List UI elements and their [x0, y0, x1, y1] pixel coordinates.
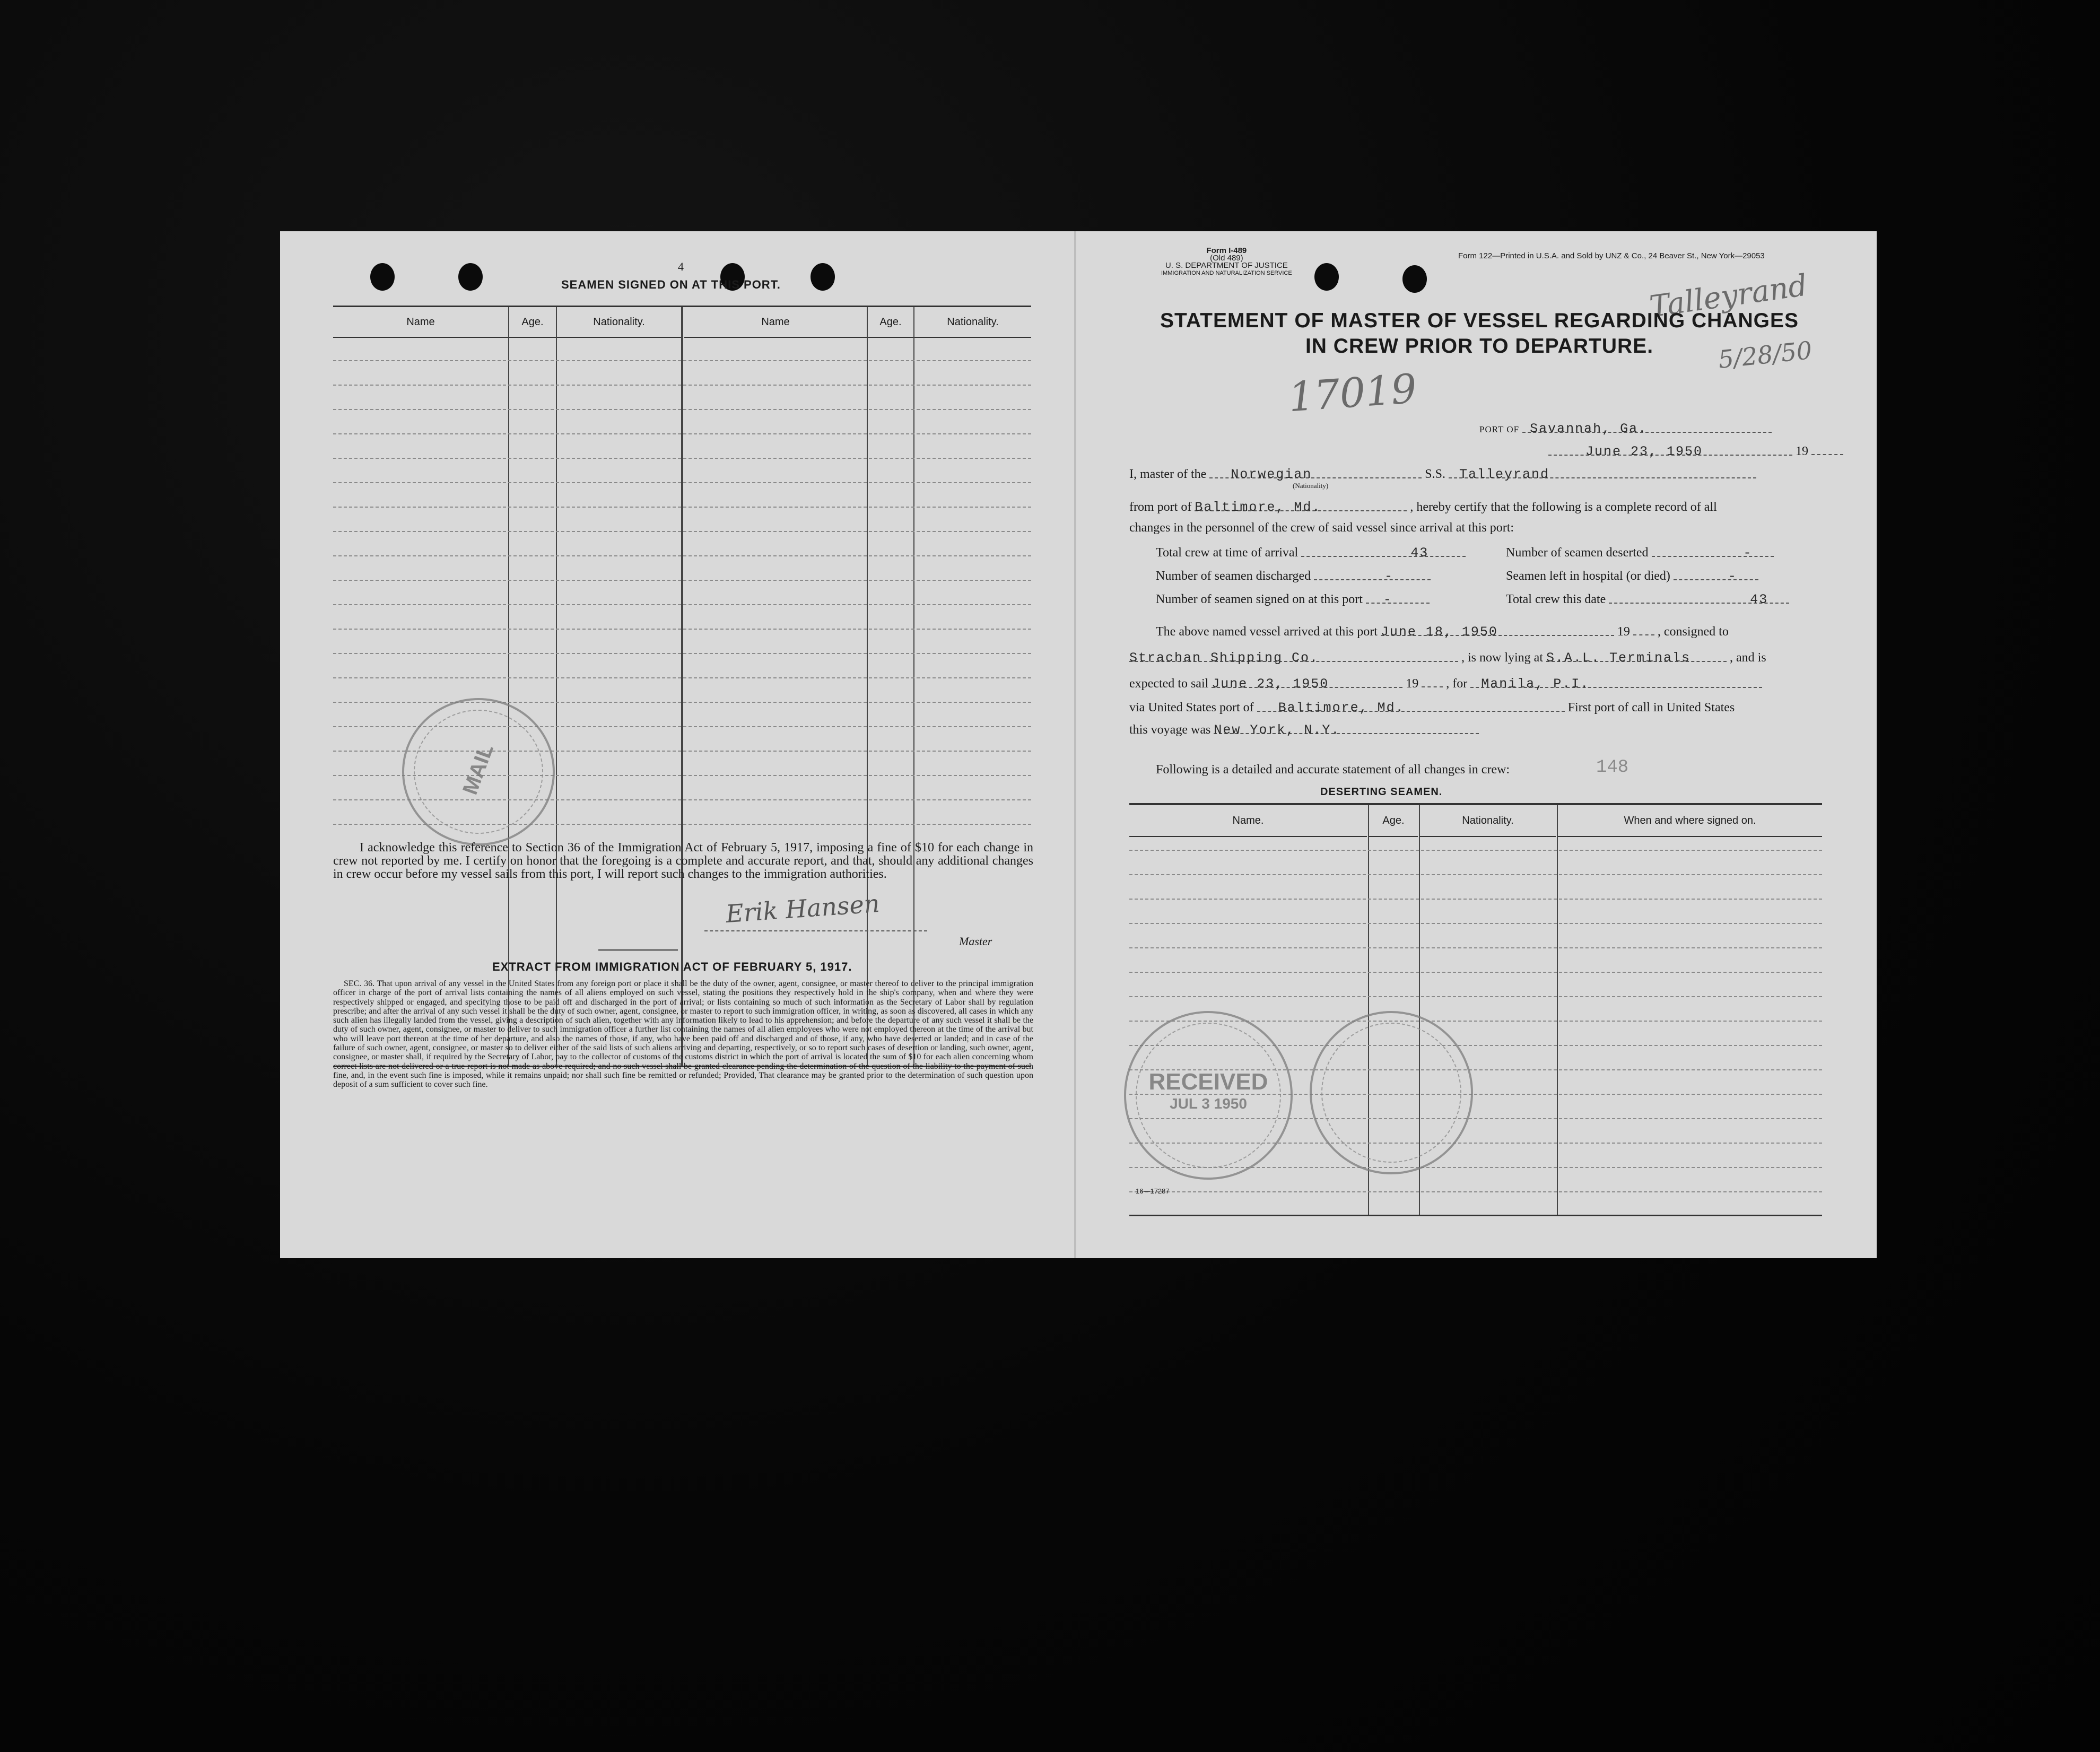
table-row	[333, 385, 1031, 386]
signed-on-row: Number of seamen signed on at this port -	[1156, 592, 1430, 607]
via-port-value: Baltimore, Md.	[1278, 700, 1405, 716]
port-value: Savannah, Ga.	[1530, 421, 1648, 437]
table-row	[333, 433, 1031, 434]
col-header-nationality: Nationality.	[1420, 805, 1556, 837]
right-page	[1076, 231, 1877, 1258]
col-header-age: Age.	[1369, 805, 1418, 837]
acknowledgment-text: I acknowledge this reference to Section 36 of the Immigration Act of February 5, 1917, imposing a fine of $10 for each change in crew not reported by me. I certify on honor that the foregoing is a complete and accurate report, and that, should any additional changes in crew occur before my vessel sails from this port, I will report such changes to the immigration authorities.	[333, 841, 1033, 881]
total-crew-arrival-row: Total crew at time of arrival 43	[1156, 545, 1466, 560]
form-old-number: (Old 489)	[1210, 254, 1243, 263]
signed-on-heading: SEAMEN SIGNED ON AT THIS PORT.	[561, 278, 781, 291]
signed-on-value: -	[1383, 592, 1392, 607]
discharged-row: Number of seamen discharged -	[1156, 569, 1431, 583]
column-divider	[508, 307, 509, 1066]
master-of-line: I, master of the Norwegian S.S. Talleyrand	[1129, 467, 1756, 482]
total-crew-date-value: 43	[1750, 592, 1768, 607]
date-value: June 23, 1950	[1585, 444, 1703, 459]
left-page	[280, 231, 1074, 1258]
column-divider	[556, 307, 557, 1066]
port-line: PORT OF Savannah, Ga.	[1479, 421, 1772, 436]
form-title	[1129, 308, 1829, 359]
voyage-line: this voyage was New York, N.Y.	[1129, 722, 1479, 737]
table-row	[333, 555, 1031, 556]
following-line: Following is a detailed and accurate statement of all changes in crew:	[1156, 763, 1510, 777]
arrived-date-value: June 18, 1950	[1380, 624, 1498, 640]
signature-line	[704, 930, 927, 931]
table-row	[333, 677, 1031, 678]
table-row	[333, 482, 1031, 483]
hospital-value: -	[1728, 569, 1737, 584]
table-row	[333, 507, 1031, 508]
printer-line: Form 122—Printed in U.S.A. and Sold by UNZ & Co., 24 Beaver St., New York—29053	[1458, 251, 1765, 260]
discharged-value: -	[1384, 569, 1394, 584]
table-row	[1129, 874, 1822, 875]
nationality-value: Norwegian	[1231, 467, 1312, 482]
expected-line: expected to sail June 23, 1950 19 , for Manila, P.I.	[1129, 676, 1762, 691]
arrived-line: The above named vessel arrived at this port June 18, 1950 19 , consigned to	[1156, 624, 1729, 640]
col-header-name: Name.	[1129, 805, 1367, 837]
page-number: 4	[678, 260, 684, 273]
table-row	[333, 604, 1031, 605]
col-header-age: Age.	[509, 307, 556, 338]
destination-value: Manila, P.I.	[1481, 676, 1590, 692]
divider-rule	[598, 949, 678, 951]
col-header-nationality-2: Nationality.	[914, 307, 1031, 338]
col-header-name: Name	[333, 307, 508, 338]
service-name: IMMIGRATION AND NATURALIZATION SERVICE	[1161, 270, 1292, 276]
hospital-row: Seamen left in hospital (or died) -	[1506, 569, 1758, 583]
table-row	[1129, 850, 1822, 851]
received-stamp-date: JUL 3 1950	[1170, 1095, 1247, 1112]
form-number-block	[1161, 247, 1292, 277]
via-line: via United States port of Baltimore, Md. First port of call in United States	[1129, 700, 1735, 716]
ship-name-value: Talleyrand	[1459, 467, 1550, 482]
master-signature: Erik Hansen	[725, 888, 881, 929]
mail-stamp: MAIL	[402, 698, 555, 846]
department-name: U. S. DEPARTMENT OF JUSTICE	[1165, 261, 1288, 270]
from-port-line: from port of Baltimore, Md. , hereby certify that the following is a complete record of all	[1129, 500, 1717, 515]
table-row	[333, 458, 1031, 459]
signed-on-table	[333, 306, 1031, 1067]
table-row	[333, 360, 1031, 361]
table-row	[1129, 972, 1822, 973]
handwritten-date: 5/28/50	[1716, 335, 1814, 374]
table-row	[1129, 899, 1822, 900]
extract-title: EXTRACT FROM IMMIGRATION ACT OF FEBRUARY 5, 1917.	[492, 960, 852, 973]
table-row	[333, 580, 1031, 581]
title-line-2: IN CREW PRIOR TO DEPARTURE.	[1305, 335, 1654, 358]
extract-text: SEC. 36. That upon arrival of any vessel in the United States from any foreign port or place it shall be the duty of the owner, agent, consignee, or master thereof to deliver to the principal immigration officer in charge of the port of arrival lists containing the names of all aliens employed on such vessel, stating the positions they respectively hold in the ship's company, when and where they were respectively shipped or engaged, and specifying those to be paid off and discharged in the port of arrival; or lists containing so much of such information as the Secretary of Labor shall by regulation prescribe; and after the arrival of any such vessel it shall be the duty of such owner, agent, consignee, or master to report to such immigration officer, in writing, as soon as discovered, all cases in which any such alien has illegally landed from the vessel, giving a description of such alien, together with any information likely to lead to his apprehension; and before the departure of any such vessel it shall be the duty of such owner, agent, consignee, or master to deliver to such immigration officer a further list containing the names of all alien employees who were not employed thereon at the time of the arrival but who will leave port thereon at the time of her departure, and also the names of those, if any, who have been paid off and discharged and of those, if any, who have deserted or landed; and in case of the failure of such owner, agent, consignee, or master so to deliver either of the said lists of such aliens arriving and departing, respectively, or so to report such cases of desertion or landing, such owner, agent, consignee, or master shall, if required by the Secretary of Labor, pay to the collector of customs of the customs district in which the port of arrival is located the sum of $10 for each alien concerning whom correct lists are not delivered or a true report is not made as above required; and no such vessel shall be granted clearance pending the determination of the question of the liability to the payment of such fine, and, in the event such fine is imposed, while it remains unpaid; nor shall such fine be remitted or refunded; Provided, That clearance may be granted prior to the determination of such question upon deposit of a sum sufficient to cover such fine.	[333, 979, 1033, 1089]
table-row	[1129, 996, 1822, 997]
column-divider	[913, 307, 914, 1066]
form-number: Form I-489	[1206, 246, 1247, 255]
table-row	[1129, 923, 1822, 924]
table-row	[333, 702, 1031, 703]
table-row	[333, 409, 1031, 410]
handwritten-number: 17019	[1287, 364, 1418, 421]
first-port-value: New York, N.Y.	[1214, 722, 1340, 738]
handwritten-ship-name: Talleyrand	[1647, 268, 1810, 325]
consignee-value: Strachan Shipping Co.	[1129, 650, 1319, 666]
footer-number: 16—17287	[1136, 1187, 1170, 1195]
table-row	[1129, 947, 1822, 948]
second-stamp	[1310, 1011, 1473, 1174]
received-stamp	[1124, 1011, 1293, 1180]
nationality-caption: (Nationality)	[1293, 482, 1329, 490]
document-spread	[280, 231, 1877, 1258]
received-stamp-label: RECEIVED	[1148, 1069, 1268, 1095]
table-row	[333, 653, 1031, 654]
col-header-name-2: Name	[684, 307, 867, 338]
table-row	[333, 629, 1031, 630]
stamped-number: 148	[1596, 757, 1629, 778]
changes-line: changes in the personnel of the crew of said vessel since arrival at this port:	[1129, 521, 1514, 535]
date-line: June 23, 1950 19	[1548, 443, 1843, 459]
deserted-value: -	[1743, 545, 1753, 561]
column-divider	[1557, 805, 1558, 1215]
table-row	[333, 531, 1031, 532]
col-header-when-where: When and where signed on.	[1558, 805, 1822, 837]
deserted-row: Number of seamen deserted -	[1506, 545, 1774, 560]
master-label: Master	[959, 935, 992, 948]
deserting-seamen-heading: DESERTING SEAMEN.	[1320, 786, 1443, 798]
total-crew-date-row: Total crew this date 43	[1506, 592, 1789, 607]
consignee-line: Strachan Shipping Co. , is now lying at S.A.L. Terminals , and is	[1129, 650, 1766, 666]
from-port-value: Baltimore, Md.	[1195, 500, 1321, 515]
column-divider	[867, 307, 868, 1066]
col-header-age-2: Age.	[868, 307, 913, 338]
lying-at-value: S.A.L. Terminals	[1546, 650, 1691, 666]
table-row	[1129, 1191, 1822, 1192]
column-divider	[681, 307, 683, 1066]
col-header-nationality: Nationality.	[557, 307, 681, 338]
sail-date-value: June 23, 1950	[1212, 676, 1329, 692]
total-crew-arrival-value: 43	[1410, 545, 1429, 561]
title-line-1: STATEMENT OF MASTER OF VESSEL REGARDING CHANGES	[1160, 309, 1799, 332]
